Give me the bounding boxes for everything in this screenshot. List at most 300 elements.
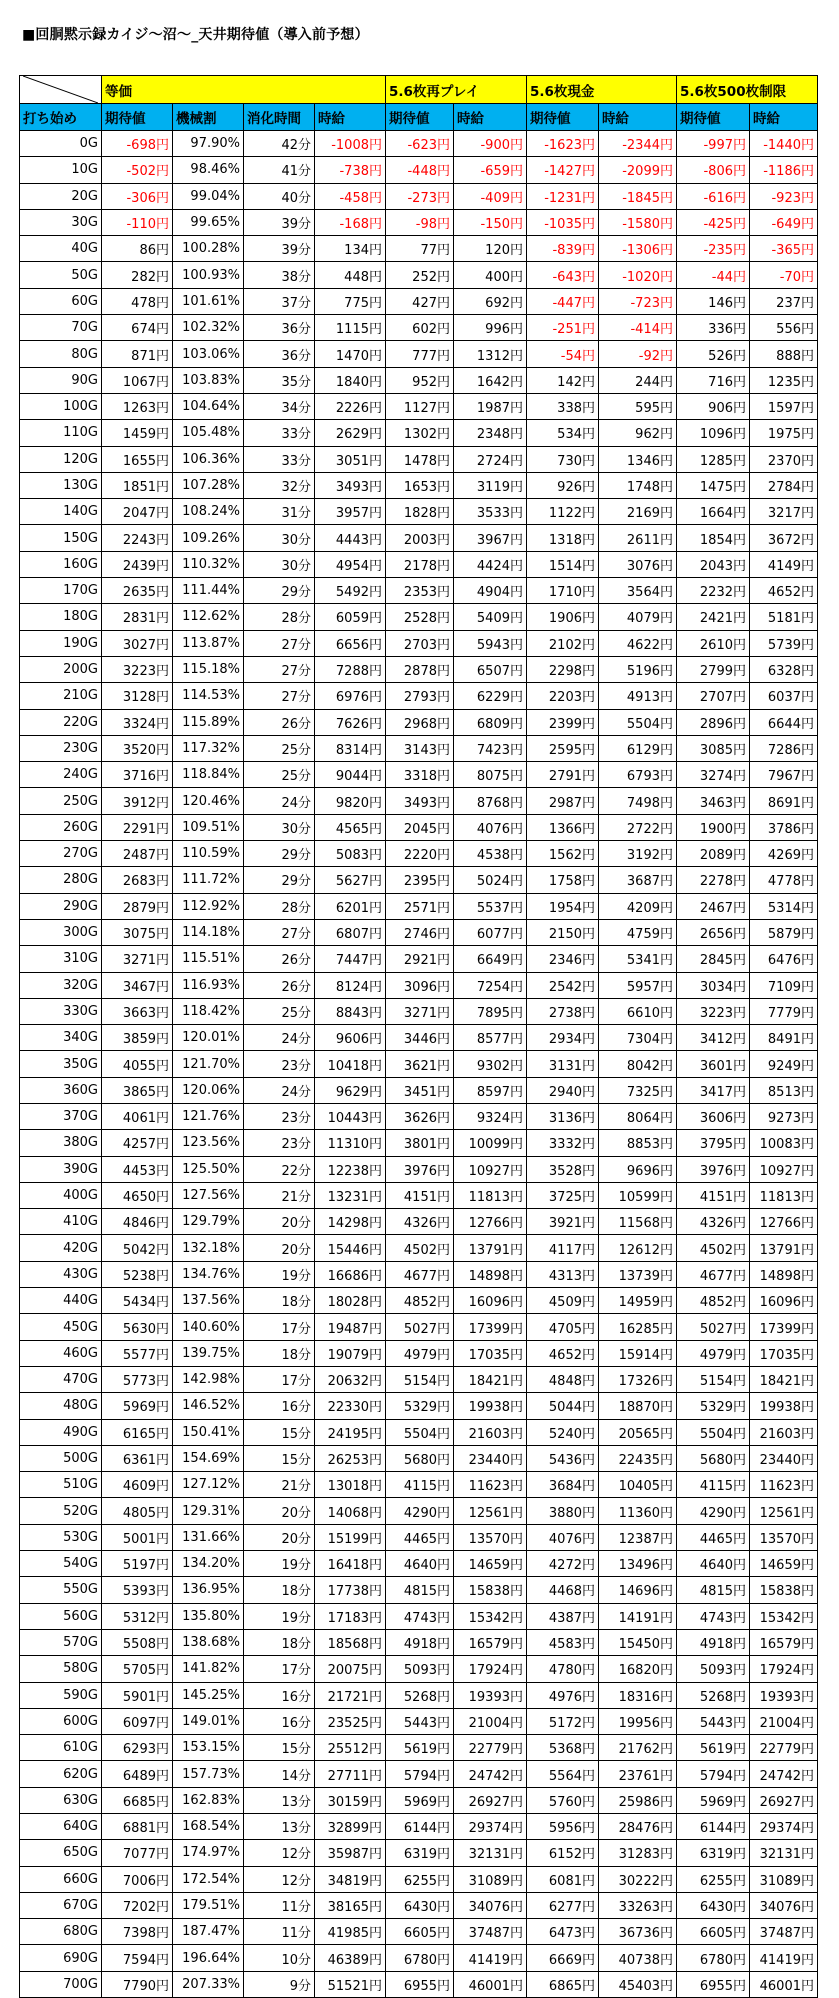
table-cell: 6319円 — [677, 1840, 750, 1866]
table-cell: 8042円 — [599, 1051, 677, 1077]
table-cell: 2089円 — [677, 841, 750, 867]
table-cell: -1427円 — [527, 157, 599, 183]
row-label: 70G — [20, 315, 102, 341]
table-cell: 2707円 — [677, 683, 750, 709]
table-cell: 4149円 — [750, 551, 818, 577]
table-cell: 1758円 — [527, 867, 599, 893]
table-cell: 1302円 — [386, 420, 454, 446]
table-cell: -643円 — [527, 262, 599, 288]
table-cell: 4979円 — [386, 1340, 454, 1366]
table-cell: 196.64% — [173, 1945, 244, 1971]
table-cell: 13分 — [244, 1787, 315, 1813]
table-cell: 6809円 — [454, 709, 527, 735]
table-cell: 33263円 — [599, 1892, 677, 1918]
table-cell: -110円 — [102, 209, 173, 235]
table-cell: 146.52% — [173, 1393, 244, 1419]
table-row — [20, 1393, 818, 1419]
table-cell: -414円 — [599, 315, 677, 341]
table-cell: 5680円 — [677, 1445, 750, 1471]
table-cell: 602円 — [386, 315, 454, 341]
table-cell: 51521円 — [315, 1971, 386, 1997]
table-cell: 338円 — [527, 393, 599, 419]
table-cell: 400円 — [454, 262, 527, 288]
table-cell: 5393円 — [102, 1577, 173, 1603]
row-label: 430G — [20, 1261, 102, 1287]
table-cell: 12561円 — [750, 1498, 818, 1524]
row-label: 570G — [20, 1629, 102, 1655]
table-cell: 3976円 — [677, 1156, 750, 1182]
row-label: 690G — [20, 1945, 102, 1971]
table-row — [20, 788, 818, 814]
table-cell: -839円 — [527, 236, 599, 262]
table-cell: 5794円 — [677, 1761, 750, 1787]
table-cell: 17924円 — [454, 1656, 527, 1682]
table-cell: 17035円 — [750, 1340, 818, 1366]
table-cell: 5969円 — [102, 1393, 173, 1419]
table-cell: 3271円 — [102, 946, 173, 972]
table-cell: 5197円 — [102, 1551, 173, 1577]
table-cell: 115.51% — [173, 946, 244, 972]
table-cell: 33分 — [244, 420, 315, 446]
table-cell: 4326円 — [677, 1209, 750, 1235]
group-header-row — [20, 76, 818, 104]
table-row — [20, 1025, 818, 1051]
table-row — [20, 1577, 818, 1603]
table-cell: 3417円 — [677, 1077, 750, 1103]
table-cell: 34819円 — [315, 1866, 386, 1892]
table-cell: 4465円 — [386, 1524, 454, 1550]
table-cell: 2831円 — [102, 604, 173, 630]
table-cell: 5443円 — [677, 1708, 750, 1734]
table-cell: 7254円 — [454, 972, 527, 998]
table-row — [20, 367, 818, 393]
table-cell: 926円 — [527, 472, 599, 498]
row-label: 110G — [20, 420, 102, 446]
table-cell: 1366円 — [527, 814, 599, 840]
table-cell: 5268円 — [677, 1682, 750, 1708]
table-cell: -1035円 — [527, 209, 599, 235]
table-cell: 1478円 — [386, 446, 454, 472]
row-label: 580G — [20, 1656, 102, 1682]
table-row — [20, 1840, 818, 1866]
row-label: 50G — [20, 262, 102, 288]
table-cell: 20565円 — [599, 1419, 677, 1445]
table-cell: 20分 — [244, 1209, 315, 1235]
table-cell: 1987円 — [454, 393, 527, 419]
table-cell: 1346円 — [599, 446, 677, 472]
table-cell: 2045円 — [386, 814, 454, 840]
table-cell: 20632円 — [315, 1366, 386, 1392]
table-cell: 1710円 — [527, 578, 599, 604]
table-cell: 25分 — [244, 735, 315, 761]
table-cell: 4115円 — [386, 1472, 454, 1498]
table-cell: 140.60% — [173, 1314, 244, 1340]
table-cell: 16096円 — [750, 1288, 818, 1314]
table-cell: 4117円 — [527, 1235, 599, 1261]
table-cell: 5329円 — [386, 1393, 454, 1419]
table-cell: 21分 — [244, 1182, 315, 1208]
row-label: 420G — [20, 1235, 102, 1261]
table-cell: 1067円 — [102, 367, 173, 393]
table-row — [20, 735, 818, 761]
table-cell: 97.90% — [173, 131, 244, 157]
table-cell: 18分 — [244, 1288, 315, 1314]
table-cell: 5577円 — [102, 1340, 173, 1366]
table-cell: 6037円 — [750, 683, 818, 709]
table-cell: 22分 — [244, 1156, 315, 1182]
table-cell: 13496円 — [599, 1551, 677, 1577]
table-cell: 2439円 — [102, 551, 173, 577]
table-cell: 7109円 — [750, 972, 818, 998]
table-cell: 2879円 — [102, 893, 173, 919]
table-row — [20, 1314, 818, 1340]
table-cell: -623円 — [386, 131, 454, 157]
table-row — [20, 341, 818, 367]
table-cell: 16418円 — [315, 1551, 386, 1577]
table-cell: 1514円 — [527, 551, 599, 577]
table-cell: 18870円 — [599, 1393, 677, 1419]
table-cell: 3880円 — [527, 1498, 599, 1524]
table-cell: 427円 — [386, 288, 454, 314]
table-cell: 16分 — [244, 1682, 315, 1708]
table-cell: 8124円 — [315, 972, 386, 998]
table-cell: 3533円 — [454, 499, 527, 525]
table-cell: 2595円 — [527, 735, 599, 761]
table-cell: 23分 — [244, 1103, 315, 1129]
table-cell: 16285円 — [599, 1314, 677, 1340]
table-cell: 4257円 — [102, 1130, 173, 1156]
table-cell: 3967円 — [454, 525, 527, 551]
table-cell: 2370円 — [750, 446, 818, 472]
table-cell: 132.18% — [173, 1235, 244, 1261]
table-cell: 3446円 — [386, 1025, 454, 1051]
table-cell: 3131円 — [527, 1051, 599, 1077]
table-row — [20, 1051, 818, 1077]
table-cell: 15342円 — [750, 1603, 818, 1629]
table-row — [20, 1682, 818, 1708]
table-cell: 4079円 — [599, 604, 677, 630]
table-cell: 2656円 — [677, 919, 750, 945]
table-cell: 2487円 — [102, 841, 173, 867]
table-cell: 110.32% — [173, 551, 244, 577]
table-cell: 7423円 — [454, 735, 527, 761]
row-label: 230G — [20, 735, 102, 761]
table-cell: 38分 — [244, 262, 315, 288]
table-cell: 162.83% — [173, 1787, 244, 1813]
table-cell: 4509円 — [527, 1288, 599, 1314]
table-cell: 8853円 — [599, 1130, 677, 1156]
table-cell: 4650円 — [102, 1182, 173, 1208]
table-cell: 8597円 — [454, 1077, 527, 1103]
table-cell: 31089円 — [454, 1866, 527, 1892]
table-cell: 26927円 — [750, 1787, 818, 1813]
table-cell: 14898円 — [750, 1261, 818, 1287]
table-cell: 46001円 — [454, 1971, 527, 1997]
row-label: 320G — [20, 972, 102, 998]
table-cell: 4705円 — [527, 1314, 599, 1340]
table-cell: 4778円 — [750, 867, 818, 893]
table-row — [20, 288, 818, 314]
table-cell: 4640円 — [677, 1551, 750, 1577]
table-cell: 252円 — [386, 262, 454, 288]
table-cell: 8491円 — [750, 1025, 818, 1051]
table-cell: 19分 — [244, 1603, 315, 1629]
table-cell: 5627円 — [315, 867, 386, 893]
table-cell: 32131円 — [454, 1840, 527, 1866]
table-cell: 27分 — [244, 919, 315, 945]
table-row — [20, 578, 818, 604]
table-cell: 27分 — [244, 683, 315, 709]
table-cell: 3271円 — [386, 998, 454, 1024]
table-cell: 41419円 — [750, 1945, 818, 1971]
table-cell: 6605円 — [386, 1919, 454, 1945]
table-cell: 3801円 — [386, 1130, 454, 1156]
table-cell: 16686円 — [315, 1261, 386, 1287]
table-cell: 3687円 — [599, 867, 677, 893]
table-cell: 4979円 — [677, 1340, 750, 1366]
table-cell: 2220円 — [386, 841, 454, 867]
table-cell: 125.50% — [173, 1156, 244, 1182]
table-row — [20, 209, 818, 235]
row-label: 350G — [20, 1051, 102, 1077]
table-cell: 110.59% — [173, 841, 244, 867]
row-label: 670G — [20, 1892, 102, 1918]
table-cell: 2542円 — [527, 972, 599, 998]
table-cell: 4290円 — [677, 1498, 750, 1524]
table-cell: 2232円 — [677, 578, 750, 604]
table-cell: 21004円 — [454, 1708, 527, 1734]
table-cell: 9606円 — [315, 1025, 386, 1051]
table-cell: 29374円 — [454, 1814, 527, 1840]
table-cell: 10分 — [244, 1945, 315, 1971]
table-cell: 19938円 — [750, 1393, 818, 1419]
table-cell: 2003円 — [386, 525, 454, 551]
table-cell: 19393円 — [750, 1682, 818, 1708]
table-cell: 25512円 — [315, 1735, 386, 1761]
table-cell: 45403円 — [599, 1971, 677, 1997]
table-cell: -150円 — [454, 209, 527, 235]
table-row — [20, 762, 818, 788]
table-cell: 5027円 — [677, 1314, 750, 1340]
table-row — [20, 446, 818, 472]
table-cell: 2353円 — [386, 578, 454, 604]
table-cell: 6649円 — [454, 946, 527, 972]
table-cell: 113.87% — [173, 630, 244, 656]
col-header-ev: 期待値 — [677, 104, 750, 131]
table-cell: 100.93% — [173, 262, 244, 288]
table-row — [20, 604, 818, 630]
table-cell: 3865円 — [102, 1077, 173, 1103]
row-label: 660G — [20, 1866, 102, 1892]
col-header-ev: 期待値 — [386, 104, 454, 131]
table-cell: 109.26% — [173, 525, 244, 551]
table-cell: 3921円 — [527, 1209, 599, 1235]
table-row — [20, 1419, 818, 1445]
table-cell: 4743円 — [386, 1603, 454, 1629]
table-cell: 244円 — [599, 367, 677, 393]
table-cell: 120.01% — [173, 1025, 244, 1051]
table-row — [20, 1288, 818, 1314]
table-cell: 118.84% — [173, 762, 244, 788]
table-cell: -659円 — [454, 157, 527, 183]
table-cell: 5093円 — [677, 1656, 750, 1682]
row-label: 360G — [20, 1077, 102, 1103]
table-cell: 4815円 — [677, 1577, 750, 1603]
table-cell: 17183円 — [315, 1603, 386, 1629]
table-cell: 13570円 — [454, 1524, 527, 1550]
table-cell: 15分 — [244, 1735, 315, 1761]
row-label: 530G — [20, 1524, 102, 1550]
table-cell: 5508円 — [102, 1629, 173, 1655]
table-cell: 31283円 — [599, 1840, 677, 1866]
table-cell: 5564円 — [527, 1761, 599, 1787]
table-cell: 3027円 — [102, 630, 173, 656]
table-cell: 15450円 — [599, 1629, 677, 1655]
table-row — [20, 709, 818, 735]
table-cell: 16分 — [244, 1708, 315, 1734]
table-cell: 3467円 — [102, 972, 173, 998]
table-cell: 8314円 — [315, 735, 386, 761]
table-cell: 17分 — [244, 1366, 315, 1392]
table-cell: 4502円 — [386, 1235, 454, 1261]
diagonal-corner-cell — [20, 76, 102, 104]
table-row — [20, 1472, 818, 1498]
row-label: 240G — [20, 762, 102, 788]
table-cell: 4805円 — [102, 1498, 173, 1524]
table-cell: 7447円 — [315, 946, 386, 972]
table-cell: 134円 — [315, 236, 386, 262]
row-label: 440G — [20, 1288, 102, 1314]
table-cell: 17分 — [244, 1656, 315, 1682]
table-row — [20, 551, 818, 577]
table-cell: 4976円 — [527, 1682, 599, 1708]
table-cell: 9044円 — [315, 762, 386, 788]
table-cell: 18421円 — [454, 1366, 527, 1392]
table-cell: 5794円 — [386, 1761, 454, 1787]
table-cell: 26分 — [244, 972, 315, 998]
table-cell: 27分 — [244, 656, 315, 682]
table-cell: -649円 — [750, 209, 818, 235]
row-label: 470G — [20, 1366, 102, 1392]
table-cell: 14068円 — [315, 1498, 386, 1524]
table-cell: 2278円 — [677, 867, 750, 893]
table-cell: 19分 — [244, 1551, 315, 1577]
table-cell: 117.32% — [173, 735, 244, 761]
table-cell: 23440円 — [750, 1445, 818, 1471]
table-cell: 4677円 — [677, 1261, 750, 1287]
table-cell: 3564円 — [599, 578, 677, 604]
table-cell: 3493円 — [386, 788, 454, 814]
table-cell: 3332円 — [527, 1130, 599, 1156]
table-cell: 14298円 — [315, 1209, 386, 1235]
table-cell: 5879円 — [750, 919, 818, 945]
table-cell: 14659円 — [454, 1551, 527, 1577]
row-label: 170G — [20, 578, 102, 604]
table-cell: 12238円 — [315, 1156, 386, 1182]
table-cell: 14959円 — [599, 1288, 677, 1314]
table-row — [20, 919, 818, 945]
table-cell: -306円 — [102, 183, 173, 209]
table-cell: 2610円 — [677, 630, 750, 656]
table-cell: 4151円 — [677, 1182, 750, 1208]
table-cell: 237円 — [750, 288, 818, 314]
table-cell: 2635円 — [102, 578, 173, 604]
table-cell: 4918円 — [677, 1629, 750, 1655]
table-cell: 1285円 — [677, 446, 750, 472]
table-cell: 2467円 — [677, 893, 750, 919]
table-cell: -997円 — [677, 131, 750, 157]
table-cell: 2934円 — [527, 1025, 599, 1051]
table-cell: 11310円 — [315, 1130, 386, 1156]
table-cell: 4846円 — [102, 1209, 173, 1235]
table-cell: 2150円 — [527, 919, 599, 945]
table-cell: 12766円 — [454, 1209, 527, 1235]
table-cell: 172.54% — [173, 1866, 244, 1892]
table-row — [20, 841, 818, 867]
table-cell: 2987円 — [527, 788, 599, 814]
table-row — [20, 183, 818, 209]
table-cell: 3085円 — [677, 735, 750, 761]
table-cell: 4055円 — [102, 1051, 173, 1077]
table-cell: 4652円 — [750, 578, 818, 604]
table-row — [20, 683, 818, 709]
table-cell: 3034円 — [677, 972, 750, 998]
table-cell: 2226円 — [315, 393, 386, 419]
table-cell: 1642円 — [454, 367, 527, 393]
table-row — [20, 1182, 818, 1208]
table-cell: 10418円 — [315, 1051, 386, 1077]
table-cell: 2746円 — [386, 919, 454, 945]
table-cell: 22435円 — [599, 1445, 677, 1471]
table-cell: 13分 — [244, 1814, 315, 1840]
table-cell: 777円 — [386, 341, 454, 367]
table-body — [20, 131, 818, 1998]
table-cell: 11813円 — [750, 1182, 818, 1208]
row-label: 680G — [20, 1919, 102, 1945]
table-cell: 5024円 — [454, 867, 527, 893]
table-row — [20, 393, 818, 419]
table-cell: 3912円 — [102, 788, 173, 814]
table-cell: 9273円 — [750, 1103, 818, 1129]
table-cell: 127.56% — [173, 1182, 244, 1208]
table-cell: 1459円 — [102, 420, 173, 446]
table-cell: 4453円 — [102, 1156, 173, 1182]
table-cell: 142.98% — [173, 1366, 244, 1392]
table-cell: 99.65% — [173, 209, 244, 235]
table-cell: 6144円 — [677, 1814, 750, 1840]
table-cell: 5093円 — [386, 1656, 454, 1682]
table-cell: 26分 — [244, 946, 315, 972]
table-cell: 5630円 — [102, 1314, 173, 1340]
table-cell: 8577円 — [454, 1025, 527, 1051]
col-header-ev: 期待値 — [102, 104, 173, 131]
row-label: 590G — [20, 1682, 102, 1708]
table-cell: 5492円 — [315, 578, 386, 604]
table-cell: 888円 — [750, 341, 818, 367]
table-cell: 6319円 — [386, 1840, 454, 1866]
table-row — [20, 1524, 818, 1550]
row-label: 500G — [20, 1445, 102, 1471]
table-cell: 2738円 — [527, 998, 599, 1024]
row-label: 410G — [20, 1209, 102, 1235]
table-cell: 15914円 — [599, 1340, 677, 1366]
table-cell: 25分 — [244, 762, 315, 788]
table-cell: 46389円 — [315, 1945, 386, 1971]
table-cell: -92円 — [599, 341, 677, 367]
table-cell: 20075円 — [315, 1656, 386, 1682]
table-cell: 4852円 — [386, 1288, 454, 1314]
table-cell: 1655円 — [102, 446, 173, 472]
